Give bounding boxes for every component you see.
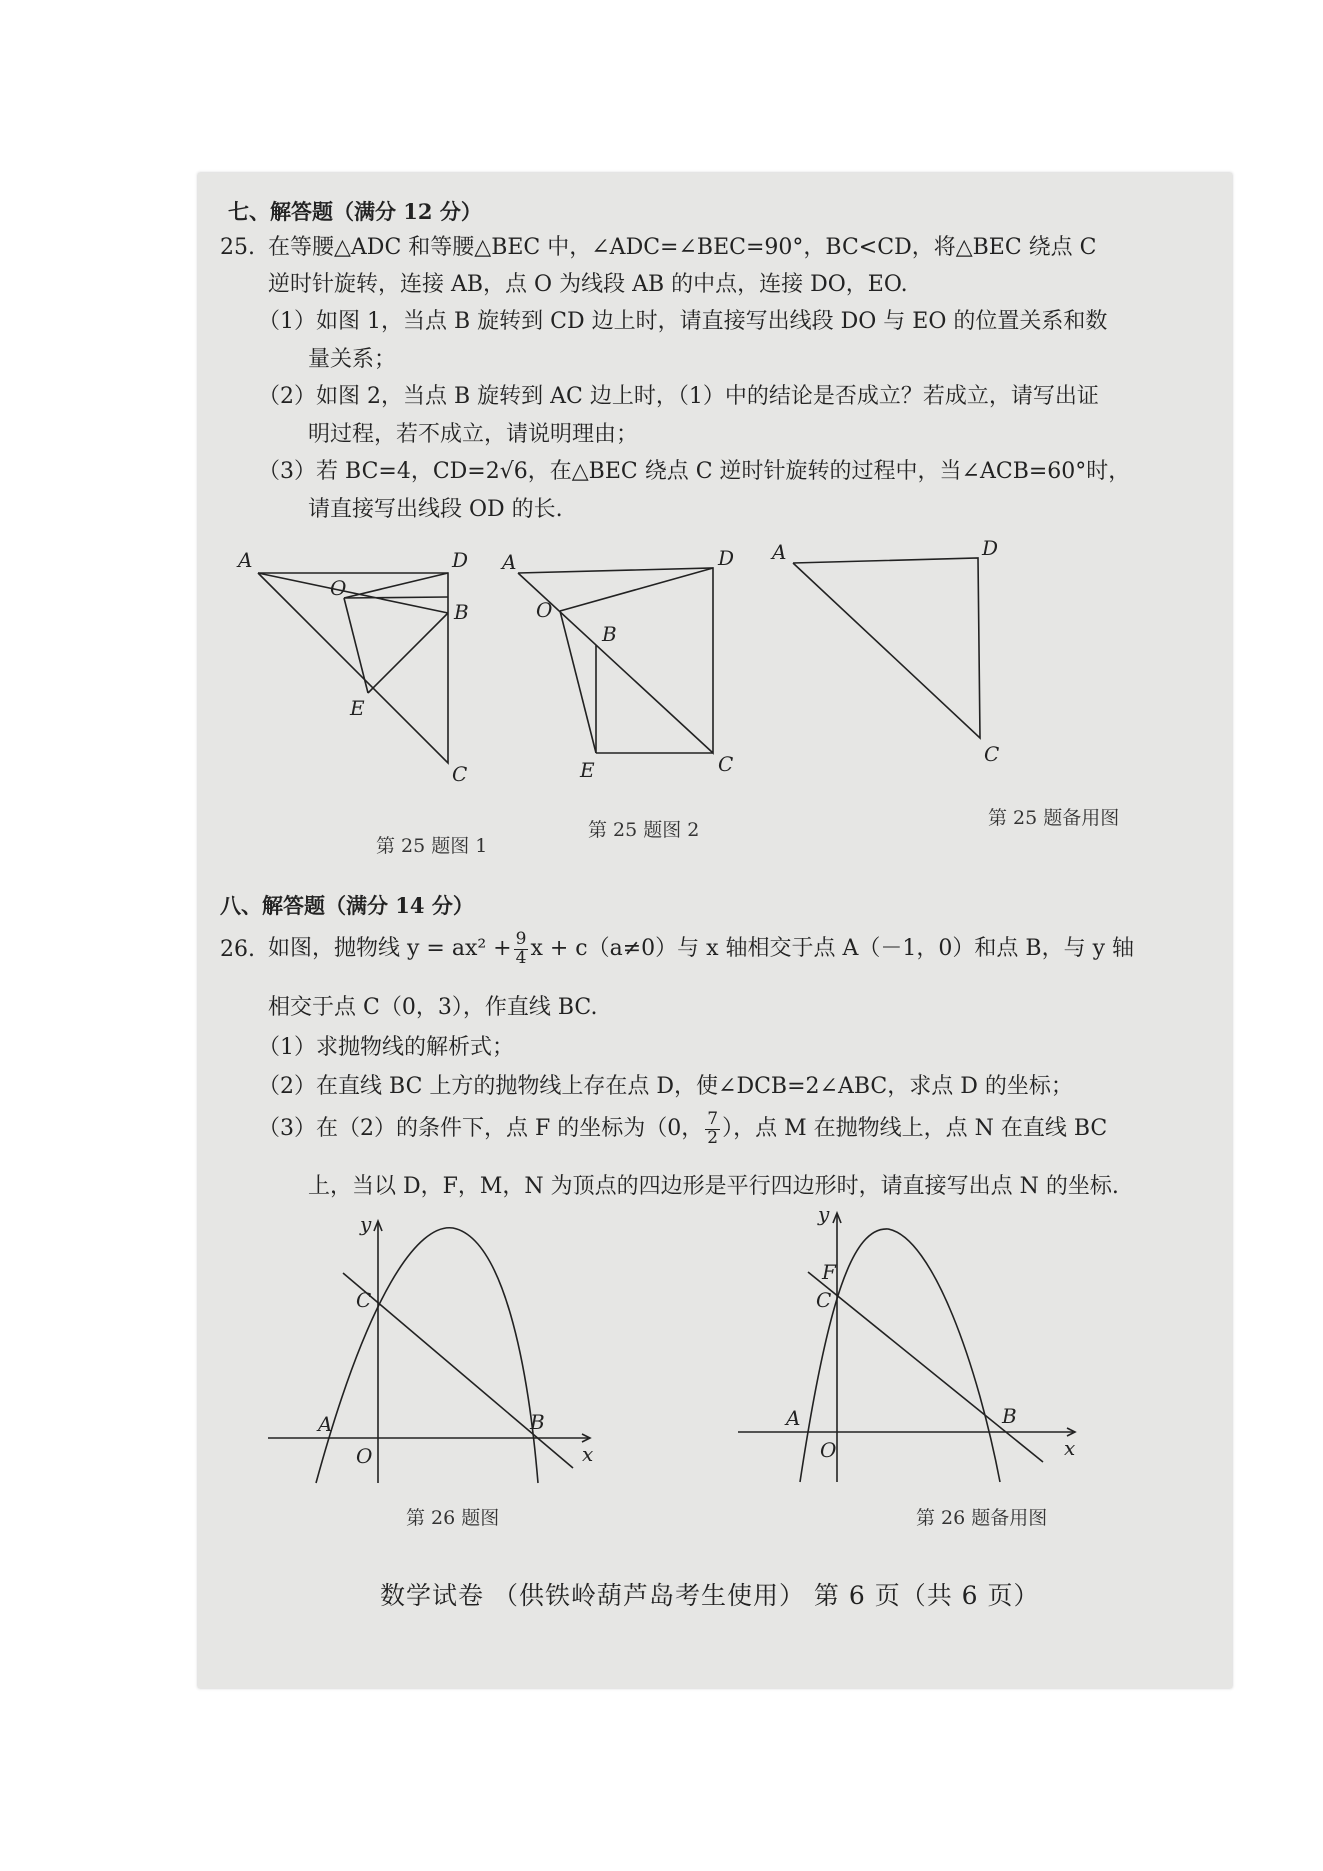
- q26-part3-post: ），点 M 在抛物线上，点 N 在直线 BC: [722, 1116, 1108, 1141]
- q26-part3-line1: [258, 1107, 1107, 1151]
- fig2-label-O: O: [536, 598, 553, 622]
- q25-stem-line2: 逆时针旋转，连接 AB，点 O 为线段 AB 的中点，连接 DO，EO.: [268, 272, 908, 297]
- fig2-label-C: C: [718, 752, 734, 776]
- q25-part1-line1: （1）如图 1，当点 B 旋转到 CD 边上时，请直接写出线段 DO 与 EO 的位置关系和数: [258, 309, 1108, 334]
- q25-part3-line1: （3）若 BC=4，CD=2√6，在△BEC 绕点 C 逆时针旋转的过程中，当∠ACB=60°时，: [258, 459, 1131, 484]
- fig26alt-label-C: C: [816, 1288, 832, 1312]
- q26-part3-line2: 上，当以 D，F，M，N 为顶点的四边形是平行四边形时，请直接写出点 N 的坐标.: [308, 1174, 1119, 1199]
- fig26alt-label-A: A: [786, 1406, 801, 1430]
- fig2-label-D: D: [718, 546, 735, 570]
- q26-stem-post: x + c（a≠0）与 x 轴相交于点 A（－1，0）和点 B，与 y 轴: [530, 936, 1134, 961]
- q25-part1-line2: 量关系；: [308, 347, 397, 372]
- exam-page: [198, 173, 1232, 1688]
- q26-part2: （2）在直线 BC 上方的抛物线上存在点 D，使∠DCB=2∠ABC，求点 D 的坐标；: [258, 1074, 1073, 1099]
- fig1-label-B: B: [454, 600, 469, 624]
- fig2-label-B: B: [602, 622, 617, 646]
- fig26-label-A: A: [318, 1412, 333, 1436]
- q25-figure-2: [498, 546, 758, 793]
- fig1-label-O: O: [330, 576, 347, 600]
- q26-figure-alt-caption: 第 26 题备用图: [916, 1507, 1048, 1529]
- q25-figure-2-caption: 第 25 题图 2: [588, 819, 700, 841]
- fig2-label-A: A: [502, 550, 517, 574]
- fig26alt-label-O: O: [820, 1438, 837, 1462]
- q26-part3-frac-den: 2: [707, 1127, 719, 1148]
- q26-stem-line1: [268, 927, 1134, 971]
- q25-figure-1: [238, 548, 498, 793]
- fig26-label-B: B: [530, 1410, 545, 1434]
- fig26-label-C: C: [356, 1288, 372, 1312]
- section-8-heading: 八、解答题（满分 14 分）: [220, 893, 474, 918]
- q26-frac-den: 4: [515, 947, 527, 968]
- q26-frac-num: 9: [515, 928, 527, 949]
- q26-stem-pre: 如图，抛物线 y = ax² +: [268, 936, 512, 961]
- fig26alt-label-x: x: [1064, 1436, 1076, 1460]
- q26-fraction: [514, 928, 529, 968]
- q26-figure-alt: [738, 1202, 1108, 1507]
- fig3-label-A: A: [772, 540, 787, 564]
- q25-part2-line2: 明过程，若不成立，请说明理由；: [308, 422, 639, 447]
- q25-figure-3: [768, 536, 1018, 783]
- q26-part3-frac-num: 7: [707, 1108, 719, 1129]
- fig1-label-E: E: [350, 696, 365, 720]
- fig2-label-E: E: [580, 758, 595, 782]
- q25-figure-3-caption: 第 25 题备用图: [988, 807, 1120, 829]
- q26-stem-line2: 相交于点 C（0，3），作直线 BC.: [268, 995, 598, 1020]
- q26-part3-pre: （3）在（2）的条件下，点 F 的坐标为（0，: [258, 1116, 704, 1141]
- q25-figure-1-caption: 第 25 题图 1: [376, 835, 488, 857]
- fig26alt-label-B: B: [1002, 1404, 1017, 1428]
- fig26alt-label-y: y: [818, 1202, 830, 1226]
- fig26alt-label-F: F: [822, 1260, 836, 1284]
- fig3-label-C: C: [984, 742, 1000, 766]
- fig3-label-D: D: [982, 536, 999, 560]
- q25-stem-line1: 在等腰△ADC 和等腰△BEC 中，∠ADC=∠BEC=90°，BC<CD，将△BEC 绕点 C: [268, 235, 1097, 260]
- fig26-label-O: O: [356, 1444, 373, 1468]
- page-footer: 数学试卷 （供铁岭葫芦岛考生使用） 第 6 页（共 6 页）: [380, 1581, 1040, 1610]
- fig26-label-x: x: [582, 1442, 594, 1466]
- q25-part3-line2: 请直接写出线段 OD 的长.: [308, 497, 563, 522]
- q26-number: 26.: [220, 937, 255, 962]
- q26-figure: [268, 1213, 628, 1513]
- section-7-heading: 七、解答题（满分 12 分）: [228, 199, 482, 224]
- q26-part3-fraction: [705, 1108, 720, 1148]
- fig1-label-C: C: [452, 762, 468, 786]
- q25-part2-line1: （2）如图 2，当点 B 旋转到 AC 边上时，（1）中的结论是否成立？若成立，请写出证: [258, 384, 1099, 409]
- q26-part1: （1）求抛物线的解析式；: [258, 1035, 514, 1060]
- q25-number: 25.: [220, 235, 255, 260]
- fig1-label-D: D: [452, 548, 469, 572]
- fig26-label-y: y: [360, 1212, 372, 1236]
- q26-figure-caption: 第 26 题图: [406, 1507, 500, 1529]
- fig1-label-A: A: [238, 548, 253, 572]
